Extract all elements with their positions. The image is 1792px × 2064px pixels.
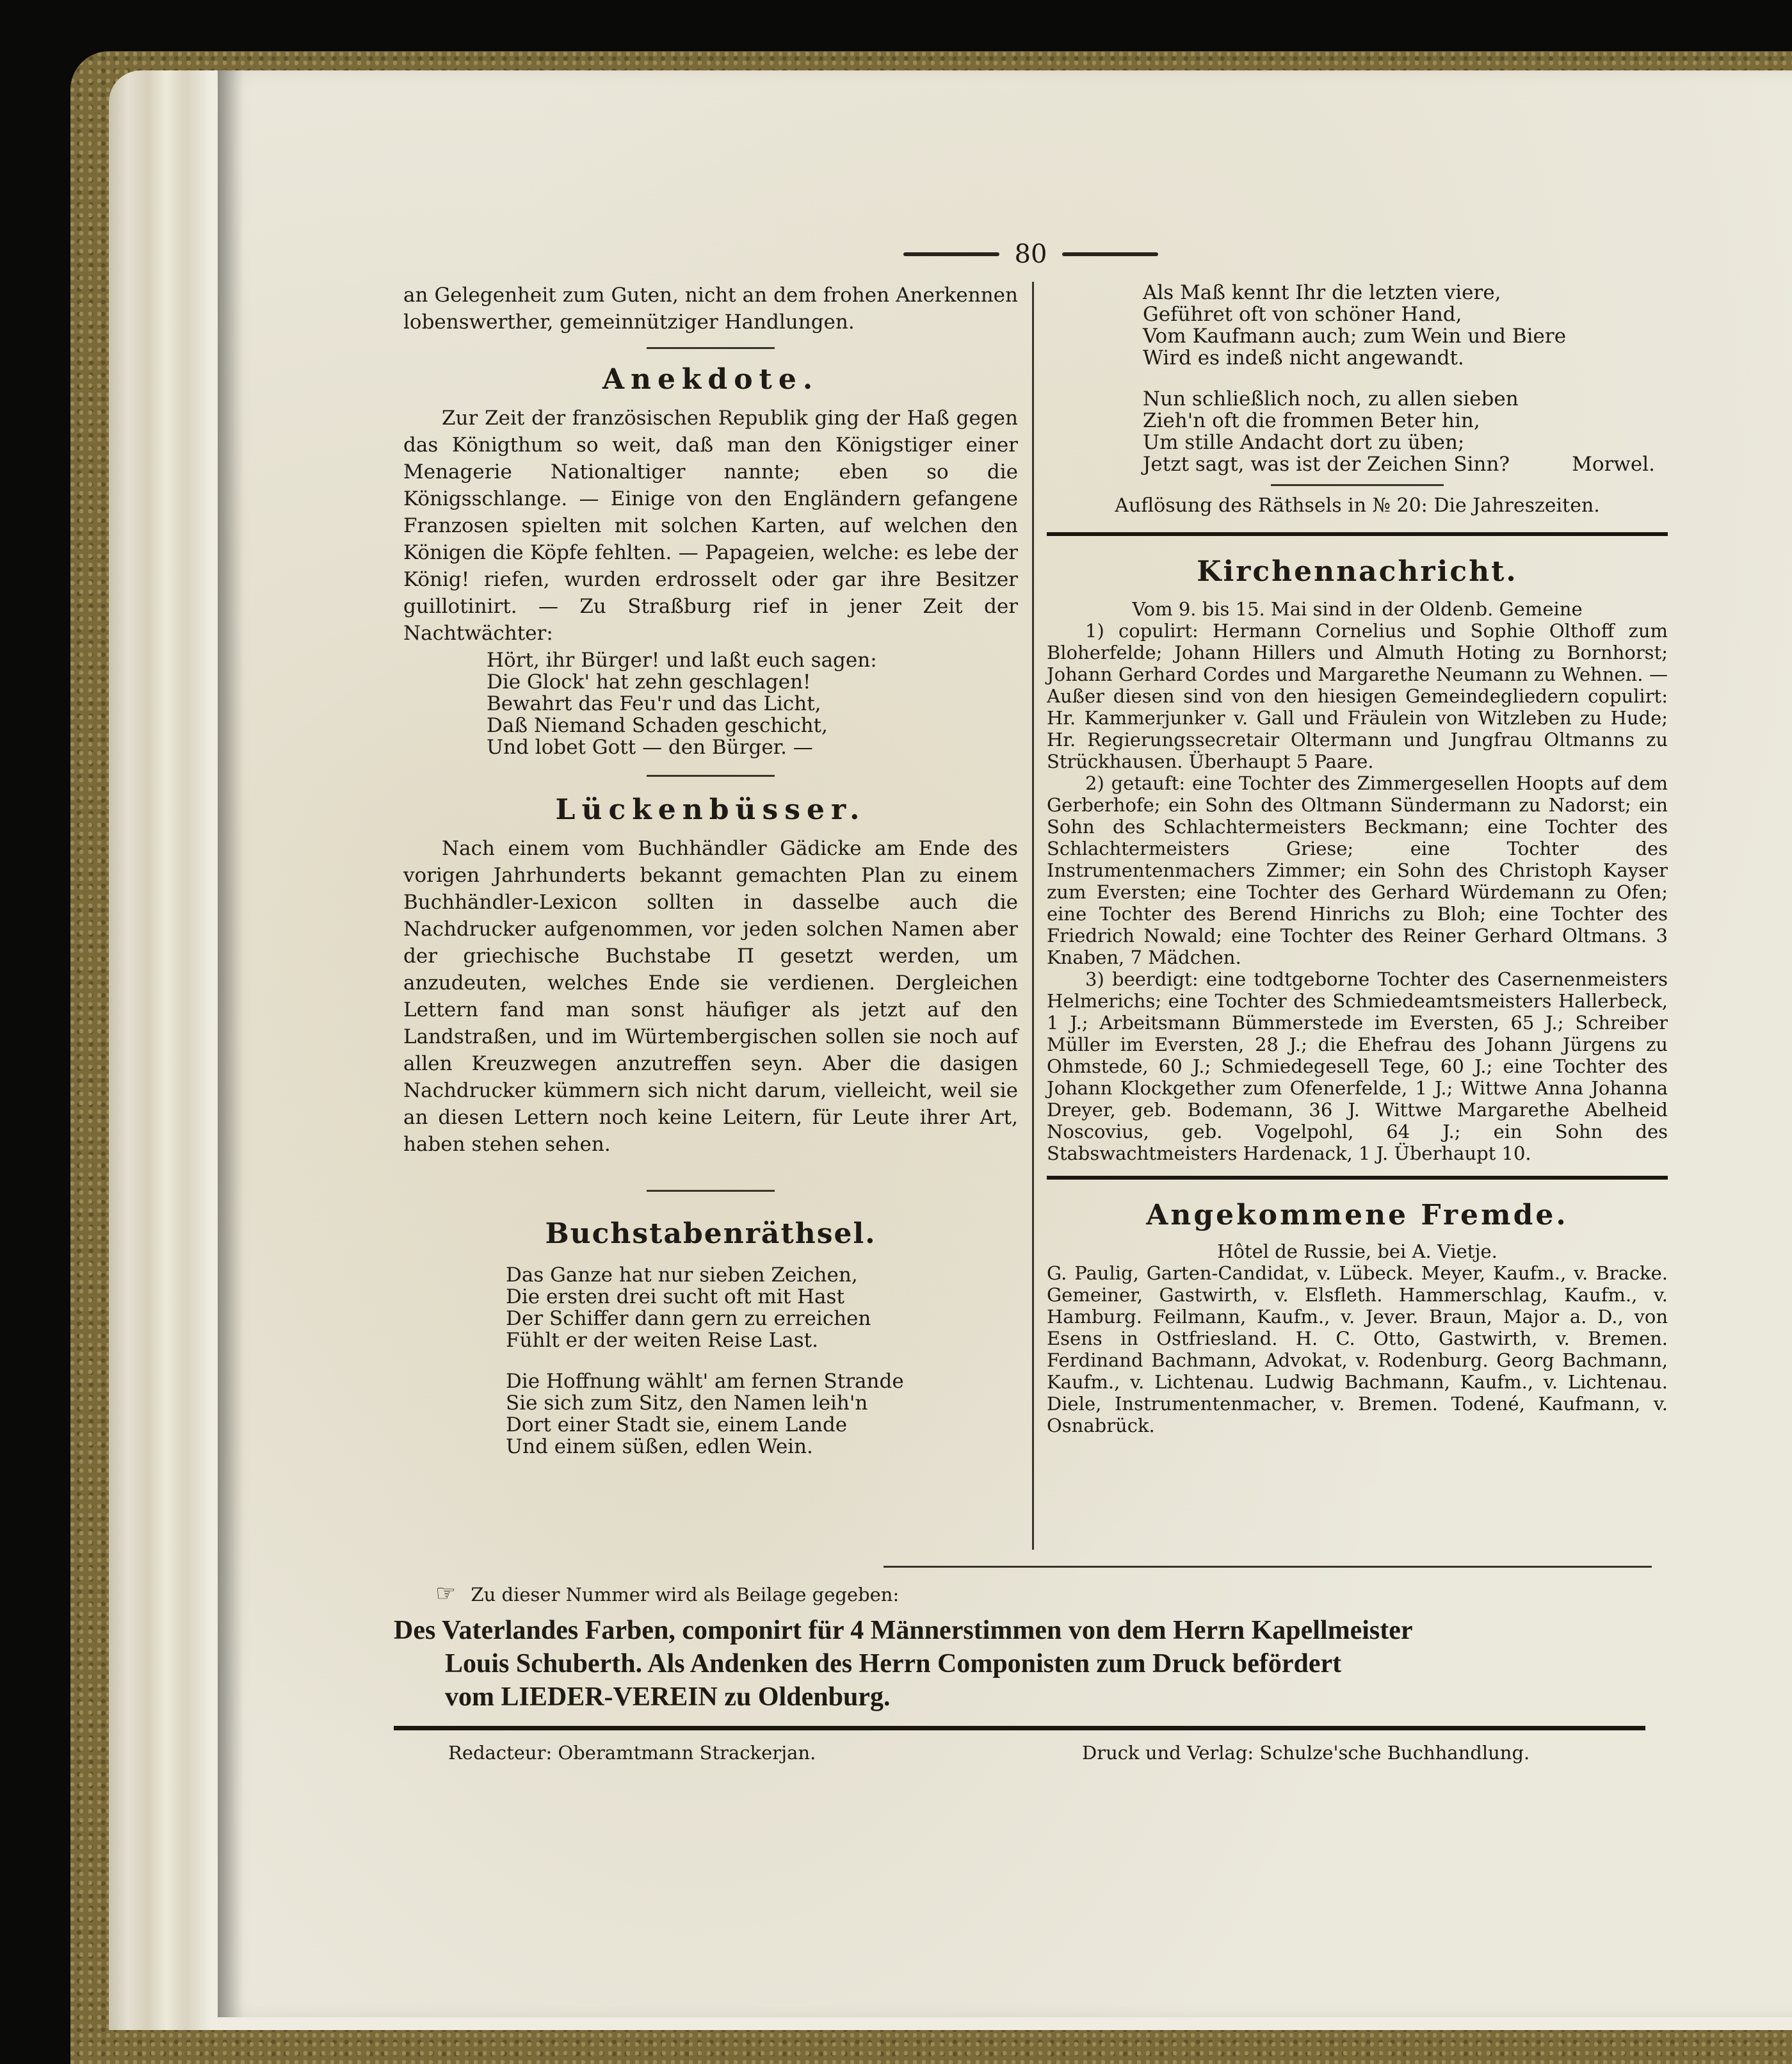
page-number: 80 [1014,240,1047,269]
supplement-note: Zu dieser Nummer wird als Beilage gegeben: [471,1584,900,1605]
church-intro: Vom 9. bis 15. Mai sind in der Oldenb. Gemeine [1132,598,1583,620]
footer-publisher: Druck und Verlag: Schulze'sche Buchhandlung. [1082,1742,1530,1764]
verse-line: Daß Niemand Schaden geschicht, [487,714,828,737]
verse-line: Der Schiffer dann gern zu erreichen [506,1307,871,1330]
page-header [884,238,1178,270]
right-column [1047,282,1668,1436]
church-heading: Kirchennachricht. [1197,555,1518,588]
visitors-hotel: Hôtel de Russie, bei A. Vietje. [1217,1240,1497,1262]
verse-line: Das Ganze hat nur sieben Zeichen, [506,1264,858,1287]
section-rule-thick [1047,1176,1668,1180]
visitors-list: G. Paulig, Garten-Candidat, v. Lübeck. Meyer, Kaufm., v. Bracke. Gemeiner, Gastwirth, v. Elsfleth. Hammerschlag, Kaufm., v. Hamburg. Feilmann, Kaufm., v. Jever. Braun, Major a. D., von Esens in Ostfriesland. H. C. Otto, Gastwirth, v. Bremen. Ferdinand Bachmann, Advokat, v. Rodenburg. Georg Bachmann, Kaufm., v. Lichtenau. Ludwig Bachmann, Kaufm., v. Lichtenau. Diele, Instrumentenmacher, v. Bremen. Todené, Kaufmann, v. Osnabrück. [1047,1262,1668,1436]
left-column [403,282,1018,1458]
gutter-shadow [218,70,243,2017]
verse-line: Dort einer Stadt sie, einem Lande [506,1413,848,1436]
riddle-stanza-4 [1143,388,1668,475]
verse-line: Bewahrt das Feu'r und das Licht, [487,692,821,715]
verse-line: Nun schließlich noch, zu allen sieben [1143,387,1519,410]
supplement-note-line [435,1581,899,1607]
pointing-hand-icon: ☞ [435,1581,456,1607]
riddle-stanza-3 [1143,282,1668,369]
verse-line: Die Hoffnung wählt' am fernen Strande [506,1370,904,1393]
verse-line: Hört, ihr Bürger! und laßt euch sagen: [487,649,877,672]
supplement-block [394,1614,1658,1714]
supplement-line-3: vom LIEDER-VEREIN zu Oldenburg. [445,1682,891,1712]
supplement-line-2: Louis Schuberth. Als Andenken des Herrn Componisten zum Druck befördert [445,1649,1342,1678]
church-baptized: 2) getauft: eine Tochter des Zimmergesellen Hoopts auf dem Gerberhofe; ein Sohn des Oltmann Sündermann zu Nadorst; ein Sohn des Schlachtermeisters Beckmann; eine Tochter des Schlachtermeisters Griese; eine Tochter des Instrumentenmachers Zimmer; ein Sohn des Christoph Kayser zum Eversten; eine Tochter des Gerhard Würdemann zu Ofen; eine Tochter des Berend Hinrichs zu Bloh; eine Tochter des Friedrich Nowald; eine Tochter des Reiner Gerhard Oltmans. 3 Knaben, 7 Mädchen. [1047,772,1668,968]
verse-line: Fühlt er der weiten Reise Last. [506,1329,818,1352]
header-rule-right [1062,252,1158,256]
church-married: 1) copulirt: Hermann Cornelius und Sophie Olthoff zum Bloherfelde; Johann Hillers und Almuth Hoting zu Bornhorst; Johann Gerhard Cordes und Margarethe Neumann zu Wehnen. — Außer diesen sind von den hiesigen Gemeindegliedern copulirt: Hr. Kammerjunker v. Gall und Fräulein von Witzleben zu Hude; Hr. Regierungssecretair Oltermann und Jungfrau Oltmanns zu Strückhausen. Überhaupt 5 Paare. [1047,620,1668,772]
supplement-rule [884,1566,1652,1568]
intro-text: an Gelegenheit zum Guten, nicht an dem frohen Anerkennen lobenswerther, gemeinnütziger Handlungen. [403,284,1018,334]
filler-heading: Lückenbüsser. [555,793,866,826]
verse-line: Und lobet Gott — den Bürger. — [487,736,813,759]
church-buried: 3) beerdigt: eine todtgeborne Tochter des Casernenmeisters Helmerichs; eine Tochter des Schmiedeamtsmeisters Hallerbeck, 1 J.; Arbeitsmann Bümmerstede im Eversten, 65 J.; Schreiber Müller im Eversten, 28 J.; die Ehefrau des Johann Jürgens zu Ohmstede, 60 J.; Schmiedegesell Tege, 60 J.; eine Tochter des Johann Klockgether zum Ofenerfelde, 1 J.; Wittwe Anna Johanna Dreyer, geb. Bodemann, 36 J. Wittwe Margarethe Abelheid Noscovius, geb. Vogelpohl, 64 J.; ein Sohn des Stabswachtmeisters Hardenack, 1 J. Überhaupt 10. [1047,968,1668,1164]
section-rule [647,775,775,777]
section-rule [647,1190,775,1192]
riddle-signature: Morwel. [1572,453,1655,476]
footer-rule [394,1726,1645,1730]
riddle-stanza-1 [506,1264,1018,1351]
footer-editor: Redacteur: Oberamtmann Strackerjan. [448,1742,816,1764]
anecdote-verse [487,649,1018,758]
verse-line: Wird es indeß nicht angewandt. [1143,346,1464,370]
visitors-heading: Angekommene Fremde. [1146,1199,1569,1231]
anecdote-body: Zur Zeit der französischen Republik ging der Haß gegen das Königthum so weit, daß man den Königstiger einer Menagerie Nationaltiger nannte; eben so die Königsschlange. — Einige von den Engländern gefangene Franzosen spielten mit solchen Karten, auf welchen den Königen die Köpfe fehlten. — Papageien, welche: es lebe der König! riefen, wurden erdrosselt oder gar ihre Besitzer guillotinirt. — Zu Straßburg rief in jener Zeit der Nachtwächter: [403,407,1018,645]
verse-line: Jetzt sagt, was ist der Zeichen Sinn? [1143,453,1510,476]
verse-line: Die Glock' hat zehn geschlagen! [487,670,811,694]
section-rule [647,347,775,349]
riddle-solution: Auflösung des Räthsels in № 20: Die Jahreszeiten. [1115,494,1600,517]
verse-line: Zieh'n oft die frommen Beter hin, [1143,409,1480,432]
verse-line: Vom Kaufmann auch; zum Wein und Biere [1143,325,1567,348]
section-rule-thick [1047,532,1668,536]
riddle-last-line [1143,453,1668,475]
verse-line: Um stille Andacht dort zu üben; [1143,431,1465,454]
filler-body: Nach einem vom Buchhändler Gädicke am Ende des vorigen Jahrhunderts bekannt gemachten Plan zu einem Buchhändler-Lexicon sollten in dasselbe auch die Nachdrucker aufgenommen, vor jeden solchen Namen aber der griechische Buchstabe Π gesetzt werden, um anzudeuten, welches Ende sie verdienen. Dergleichen Lettern fand man sonst häufiger als jetzt auf den Landstraßen, und im Würtembergischen sollen sie noch auf allen Kreuzwegen anzutreffen seyn. Aber die dasigen Nachdrucker kümmern sich nicht darum, vielleicht, weil sie an diesen Lettern noch keine Leitern, für Leute ihrer Art, haben stehen sehen. [403,837,1018,1156]
verse-line: Geführet oft von schöner Hand, [1143,303,1462,326]
verse-line: Sie sich zum Sitz, den Namen leih'n [506,1392,868,1415]
supplement-line-1: Des Vaterlandes Farben, componirt für 4 Männerstimmen von dem Herrn Kapellmeister [394,1616,1413,1645]
header-rule-left [903,252,999,256]
anecdote-heading: Anekdote. [602,363,819,396]
riddle-heading: Buchstabenräthsel. [545,1217,876,1250]
verse-line: Als Maß kennt Ihr die letzten viere, [1143,281,1501,304]
verse-line: Und einem süßen, edlen Wein. [506,1435,813,1458]
riddle-stanza-2 [506,1370,1018,1458]
column-divider [1032,282,1034,1550]
section-rule [1271,484,1444,486]
verse-line: Die ersten drei sucht oft mit Hast [506,1285,844,1308]
